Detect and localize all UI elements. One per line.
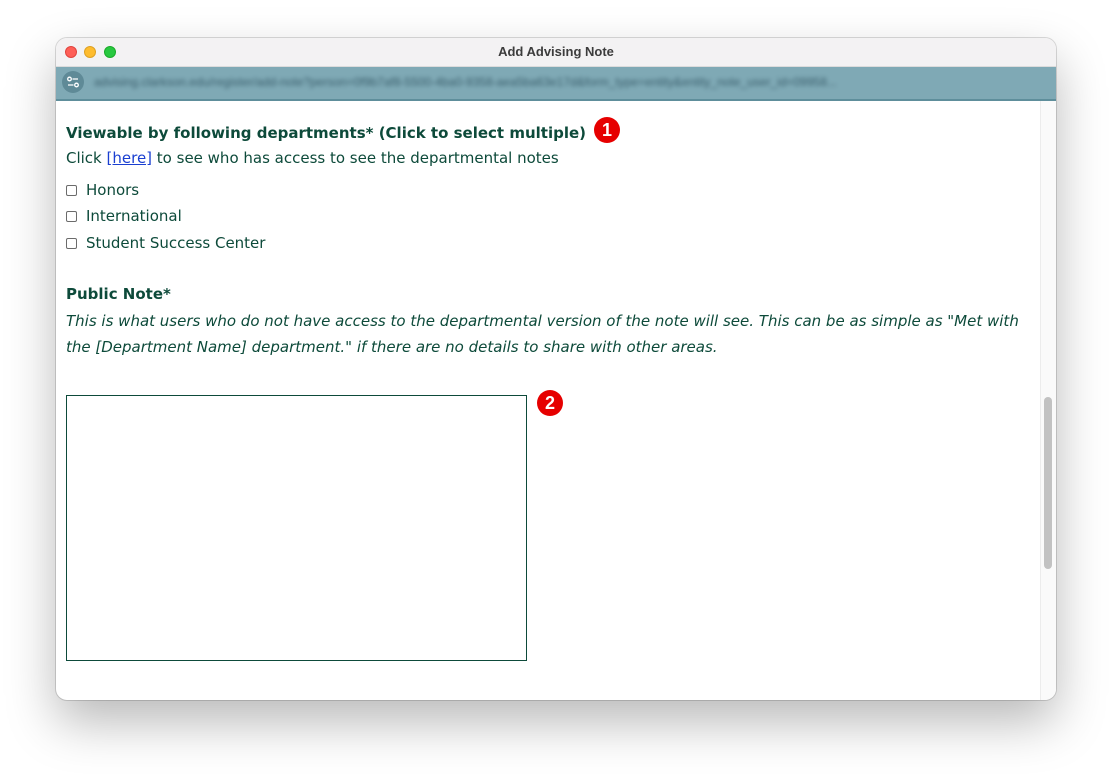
access-info-line [66, 149, 559, 167]
site-settings-icon[interactable] [62, 71, 84, 93]
department-option-international[interactable] [66, 207, 182, 225]
department-option-honors[interactable] [66, 181, 139, 199]
annotation-marker-2: 2 [537, 390, 563, 416]
department-label-international: International [86, 207, 182, 225]
scrollbar-thumb[interactable] [1044, 397, 1052, 569]
url-text[interactable]: advising.clarkson.edu/register/add-note?person=0f9b7af8-5500-4ba0-9358-aea5ba63e17d&form_type=entity&entity_note_user_id=09958... [94, 75, 837, 89]
department-label-student-success: Student Success Center [86, 234, 266, 252]
department-checkbox-student-success[interactable] [66, 238, 77, 249]
access-info-suffix: to see who has access to see the departmental notes [152, 149, 559, 167]
public-note-description: This is what users who do not have access to the departmental version of the note will see. This can be as simple as "Met with the [Department Name] department." if there are no details to share with other areas. [66, 312, 1019, 356]
address-bar[interactable] [56, 67, 1056, 101]
page-content [56, 101, 1041, 700]
window-title: Add Advising Note [498, 44, 614, 59]
access-here-link[interactable]: [here] [106, 149, 153, 167]
department-checkbox-international[interactable] [66, 211, 77, 222]
browser-window [56, 38, 1056, 700]
vertical-scrollbar[interactable] [1040, 101, 1056, 700]
department-checkbox-honors[interactable] [66, 185, 77, 196]
department-label-honors: Honors [86, 181, 140, 199]
departments-heading: Viewable by following departments* (Click to select multiple) [66, 124, 586, 142]
public-note-heading: Public Note* [66, 285, 171, 303]
department-option-student-success[interactable] [66, 234, 265, 252]
title-bar [56, 38, 1056, 67]
access-info-prefix: Click [66, 149, 107, 167]
public-note-textarea[interactable] [66, 395, 527, 661]
annotation-marker-1: 1 [594, 117, 620, 143]
